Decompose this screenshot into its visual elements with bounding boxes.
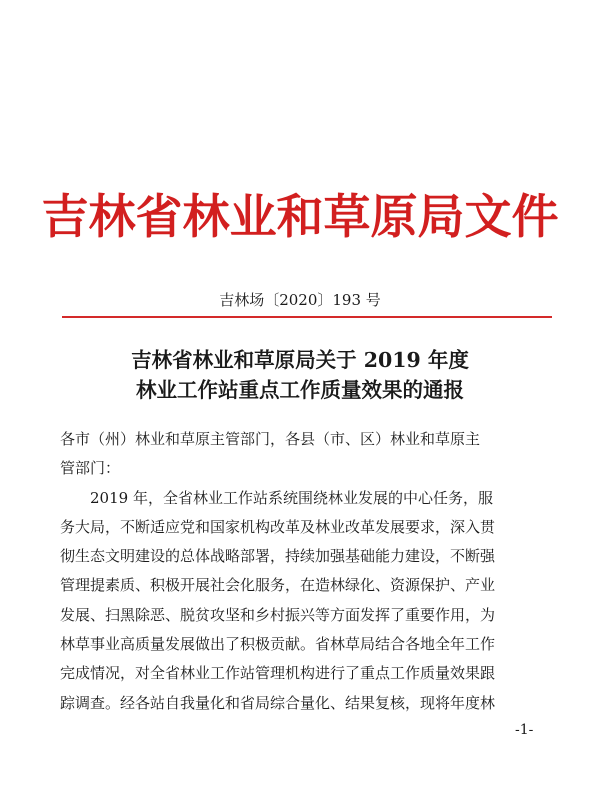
body-line: 踪调查。经各站自我量化和省局综合量化、结果复核，现将年度林 <box>60 693 496 712</box>
body-line: 彻生态文明建设的总体战略部署，持续加强基础能力建设，不断强 <box>60 547 496 566</box>
body-line: 管部门： <box>60 459 121 478</box>
body-line: 各市（州）林业和草原主管部门，各县（市、区）林业和草原主 <box>60 430 481 448</box>
document-masthead: 吉林省林业和草原局文件 <box>41 190 559 245</box>
document-number: 吉林场〔2020〕193 号 <box>219 291 381 309</box>
body-line: 2019 年，全省林业工作站系统围绕林业发展的中心任务，服 <box>90 488 493 507</box>
body-line: 完成情况，对全省林业工作站管理机构进行了重点工作质量效果跟 <box>60 664 496 683</box>
document-body <box>60 425 550 718</box>
body-line: 务大局，不断适应党和国家机构改革及林业改革发展要求，深入贯 <box>60 517 496 536</box>
title-line-2: 林业工作站重点工作质量效果的通报 <box>136 378 464 402</box>
page-number: -1- <box>515 722 534 738</box>
body-line: 林草事业高质量发展做出了积极贡献。省林草局结合各地全年工作 <box>60 635 496 654</box>
title-line-1: 吉林省林业和草原局关于 2019 年度 <box>131 348 469 372</box>
body-line: 发展、扫黑除恶、脱贫攻坚和乡村振兴等方面发挥了重要作用，为 <box>60 605 496 624</box>
red-separator-line <box>62 316 552 318</box>
document-title <box>0 345 600 405</box>
body-line: 管理提素质、积极开展社会化服务，在造林绿化、资源保护、产业 <box>60 576 496 595</box>
